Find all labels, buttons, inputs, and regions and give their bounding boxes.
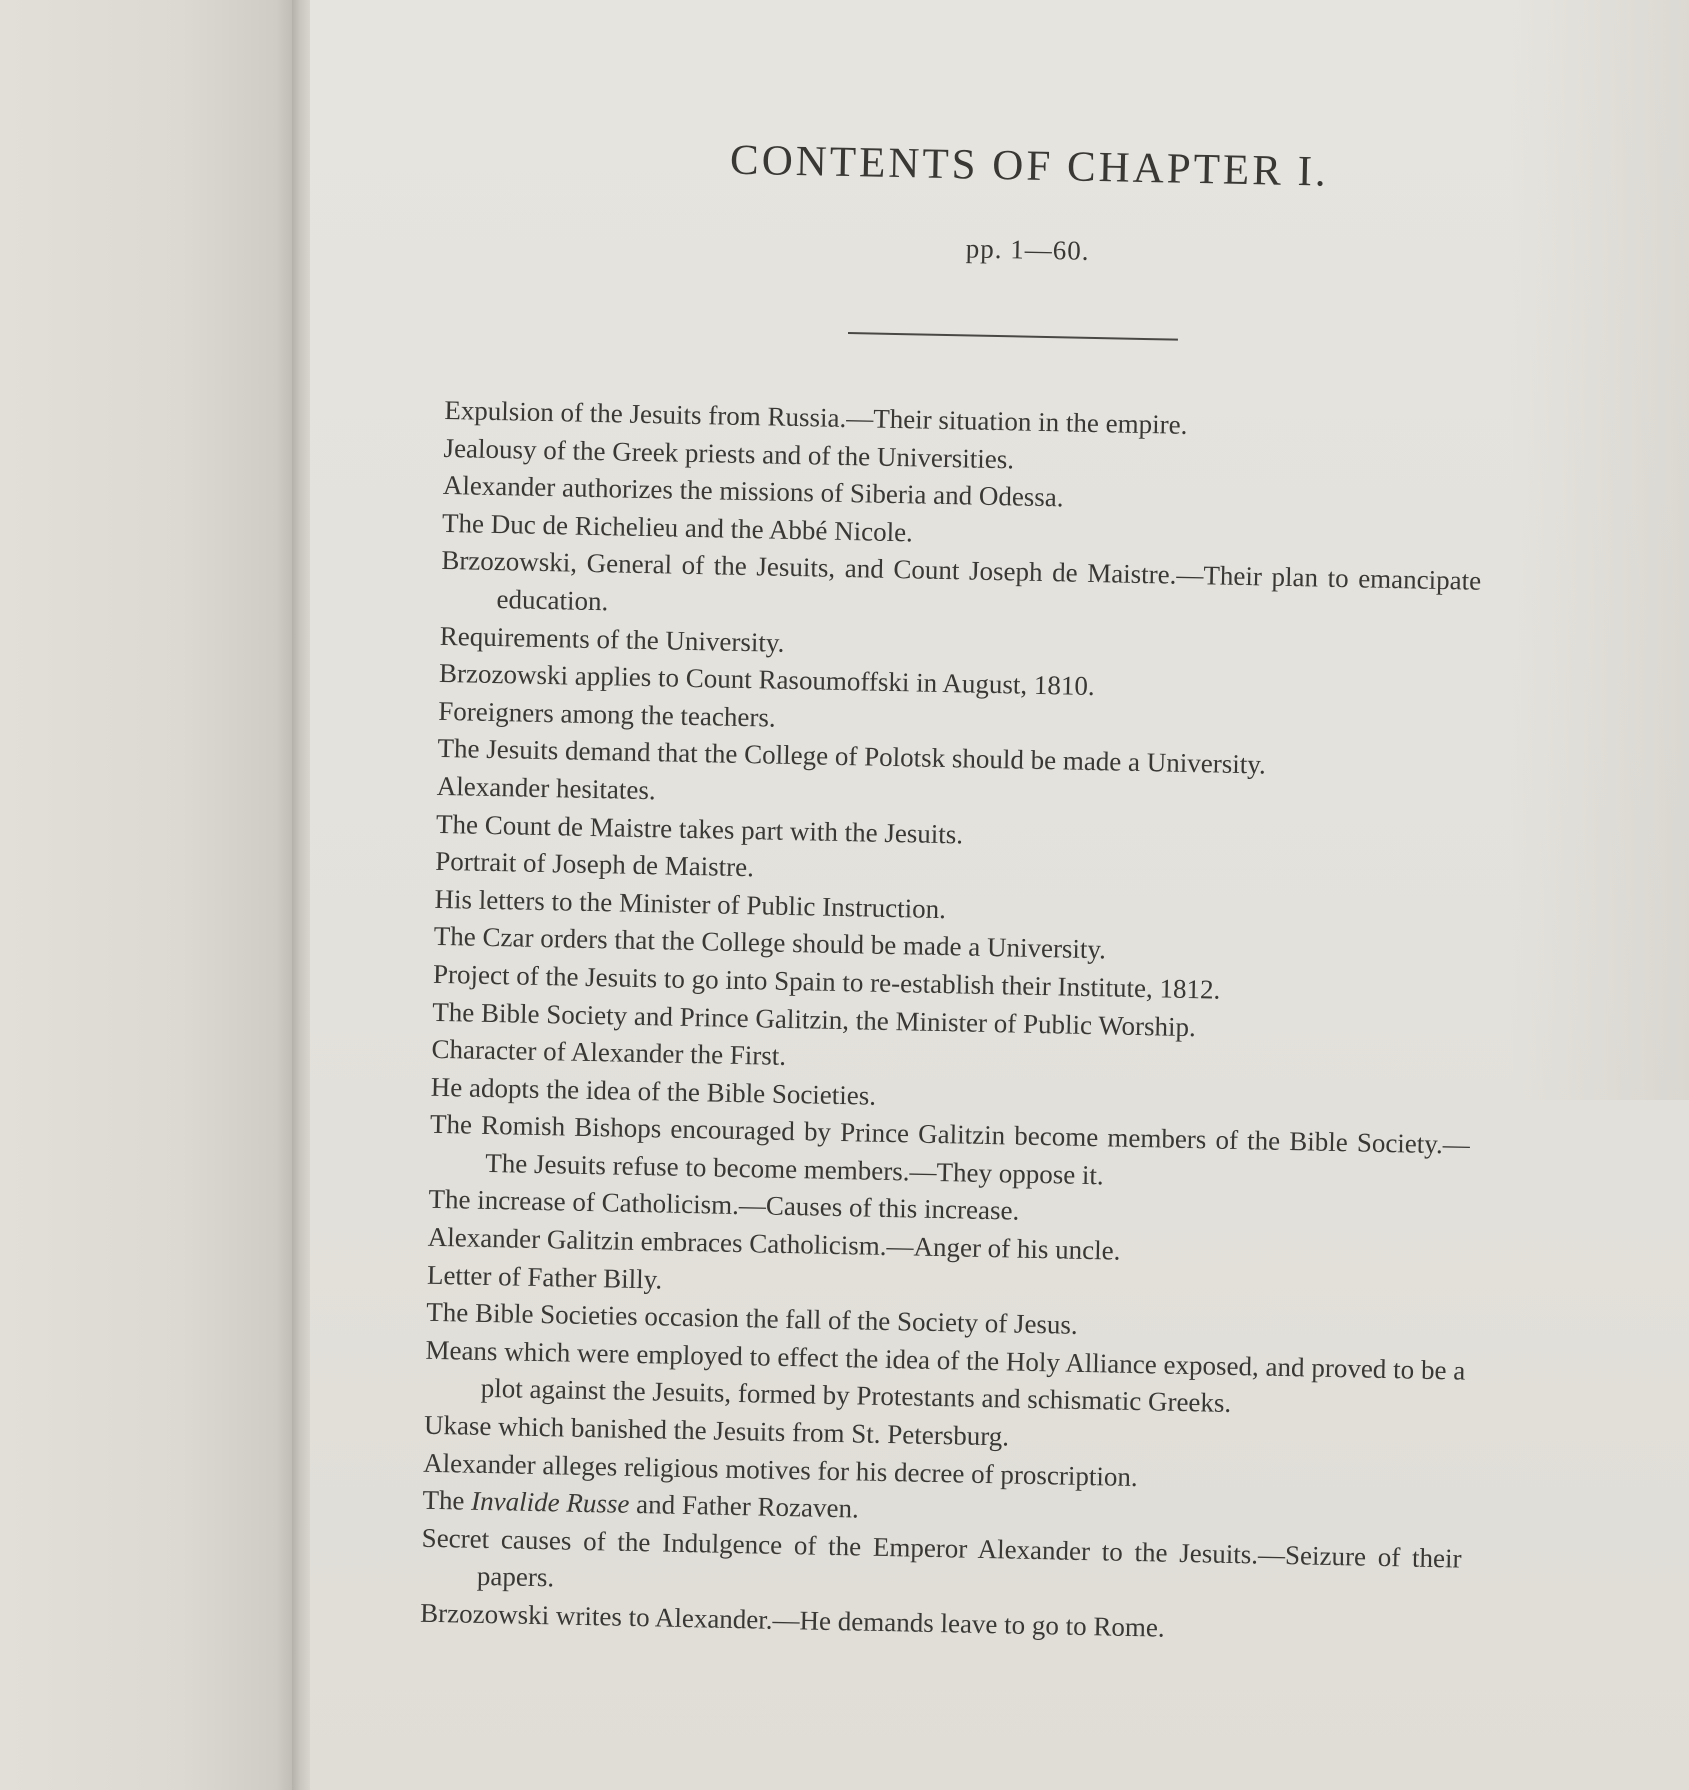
- contents-entry: Portrait of Joseph de Maistre.: [435, 845, 755, 883]
- contents-entry: Alexander authorizes the missions of Siberia and Odessa.: [442, 470, 1064, 513]
- book-gutter: [292, 0, 310, 1790]
- contents-entry: The Bible Society and Prince Galitzin, the Minister of Public Worship.: [432, 996, 1197, 1042]
- contents-entry: Character of Alexander the First.: [431, 1033, 787, 1072]
- contents-list: [420, 392, 1485, 1653]
- divider-rule: [848, 332, 1178, 341]
- contents-entry: He adopts the idea of the Bible Societies.: [430, 1071, 877, 1111]
- page-range: pp. 1—60.: [965, 233, 1090, 266]
- contents-entry: The increase of Catholicism.—Causes of this increase.: [428, 1184, 1020, 1227]
- contents-entry: The Romish Bishops encouraged by Prince Galitzin become members of the Bible Society.—The Jesuits refuse to become members.—They oppose it.: [429, 1109, 1471, 1191]
- contents-entry: Foreigners among the teachers.: [438, 695, 776, 733]
- entry-italic-title: Invalide Russe: [470, 1485, 630, 1520]
- contents-entry: Alexander alleges religious motives for his decree of proscription.: [422, 1447, 1138, 1492]
- contents-entry: The Bible Societies occasion the fall of the Society of Jesus.: [425, 1297, 1079, 1341]
- chapter-title: CONTENTS OF CHAPTER I.: [729, 136, 1330, 196]
- contents-entry: Letter of Father Billy.: [426, 1259, 663, 1295]
- contents-entry: The Czar orders that the College should be made a University.: [433, 921, 1107, 965]
- contents-entry: Alexander Galitzin embraces Catholicism.—Anger of his uncle.: [427, 1221, 1121, 1266]
- contents-entry: Means which were employed to effect the idea of the Holy Alliance exposed, and proved to be a plot against the Jesuits, formed by Protestants and schismatic Greeks.: [425, 1334, 1466, 1419]
- contents-entry: Ukase which banished the Jesuits from St. Petersburg.: [423, 1409, 1010, 1452]
- contents-entry: Jealousy of the Greek priests and of the Universities.: [443, 432, 1015, 474]
- contents-entry: The Jesuits demand that the College of Polotsk should be made a University.: [437, 733, 1267, 780]
- contents-entry: Requirements of the University.: [439, 620, 785, 658]
- left-page: [0, 0, 300, 1790]
- contents-entry: Expulsion of the Jesuits from Russia.—Their situation in the empire.: [444, 394, 1188, 440]
- contents-entry: Project of the Jesuits to go into Spain to re-establish their Institute, 1812.: [432, 958, 1221, 1005]
- contents-entry: Secret causes of the Indulgence of the Emperor Alexander to the Jesuits.—Seizure of their papers.: [421, 1522, 1462, 1593]
- contents-page: [420, 130, 1560, 1655]
- contents-entry: The Count de Maistre takes part with the Jesuits.: [435, 808, 964, 849]
- contents-entry: Alexander hesitates.: [436, 770, 657, 806]
- contents-entry: His letters to the Minister of Public Instruction.: [434, 883, 947, 924]
- contents-entry: Brzozowski, General of the Jesuits, and Count Joseph de Maistre.—Their plan to emancipate education.: [441, 545, 1482, 617]
- entry-text: The: [422, 1484, 472, 1516]
- contents-entry: Brzozowski writes to Alexander.—He demands leave to go to Rome.: [419, 1597, 1165, 1643]
- contents-entry: The Duc de Richelieu and the Abbé Nicole.: [441, 507, 914, 548]
- entry-text: and Father Rozaven.: [629, 1489, 860, 1524]
- contents-entry: Brzozowski applies to Count Rasoumoffski in August, 1810.: [438, 658, 1096, 702]
